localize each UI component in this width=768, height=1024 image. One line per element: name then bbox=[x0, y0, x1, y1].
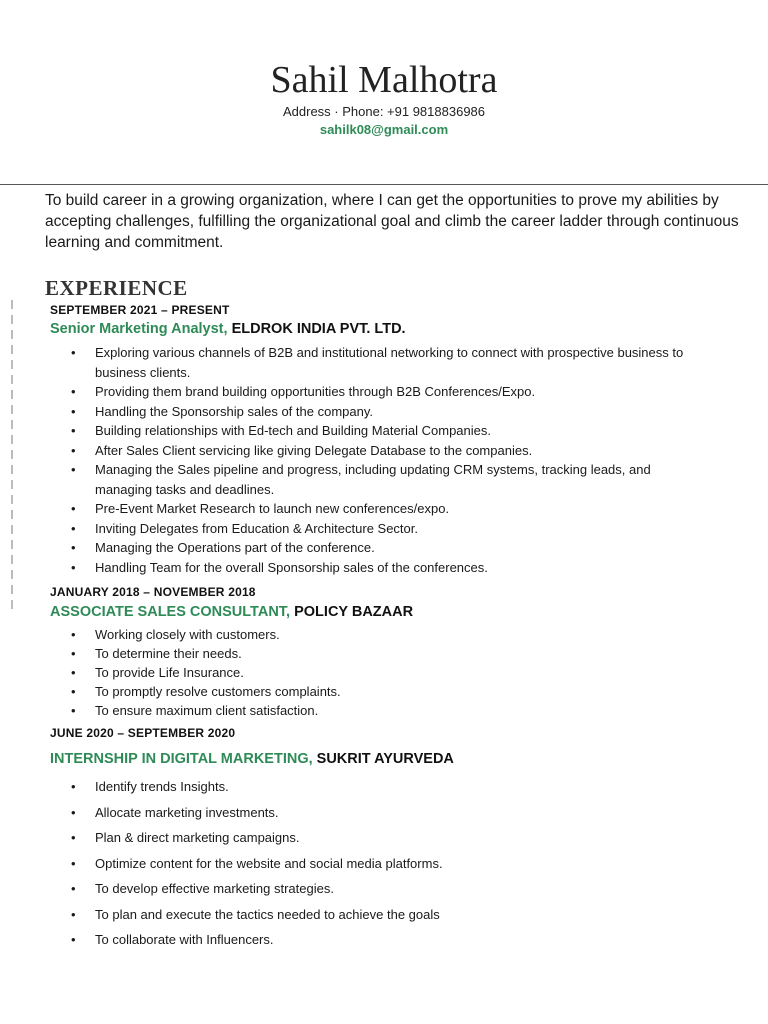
job-dates: JANUARY 2018 – NOVEMBER 2018 bbox=[50, 585, 256, 599]
job-bullet-list bbox=[45, 779, 695, 958]
job-bullet: • To develop effective marketing strategies. bbox=[45, 881, 695, 897]
experience-heading: EXPERIENCE bbox=[45, 276, 188, 300]
job-dates: SEPTEMBER 2021 – PRESENT bbox=[50, 303, 230, 317]
job-company: ELDROK INDIA PVT. LTD. bbox=[227, 321, 406, 337]
job-bullet: • After Sales Client servicing like giving Delegate Database to the companies. bbox=[45, 441, 695, 461]
job-title: Senior Marketing Analyst, bbox=[50, 321, 228, 337]
job-bullet: • Managing the Sales pipeline and progress, including updating CRM systems, tracking leads, and managing tasks and deadlines. bbox=[45, 460, 695, 499]
job-bullet: • To promptly resolve customers complaints. bbox=[45, 682, 695, 701]
job-bullet: • To ensure maximum client satisfaction. bbox=[45, 701, 695, 720]
contact-line: Address · Phone: +91 9818836986 bbox=[282, 104, 486, 119]
job-bullet: • To provide Life Insurance. bbox=[45, 663, 695, 682]
job-bullet: • To collaborate with Influencers. bbox=[45, 932, 695, 948]
job-bullet-list bbox=[45, 343, 695, 577]
job-bullet: • Providing them brand building opportunities through B2B Conferences/Expo. bbox=[45, 382, 695, 402]
job-bullet: • Exploring various channels of B2B and institutional networking to connect with prospective business to business clients. bbox=[45, 343, 695, 382]
email-address[interactable]: sahilk08@gmail.com bbox=[319, 122, 449, 137]
job-bullet-list bbox=[45, 625, 695, 720]
job-bullet: • Working closely with customers. bbox=[45, 625, 695, 644]
job-bullet: • Inviting Delegates from Education & Architecture Sector. bbox=[45, 519, 695, 539]
career-objective: To build career in a growing organization, where I can get the opportunities to prove my abilities by accepting challenges, fulfilling the organizational goal and climb the career ladder through continuous learning and commitment. bbox=[45, 192, 739, 251]
job-bullet: • To plan and execute the tactics needed to achieve the goals bbox=[45, 907, 695, 923]
job-company: POLICY BAZAAR bbox=[290, 604, 414, 620]
job-bullet: • Managing the Operations part of the conference. bbox=[45, 538, 695, 558]
job-role bbox=[50, 751, 454, 767]
job-bullet: • Pre-Event Market Research to launch new conferences/expo. bbox=[45, 499, 695, 519]
job-company: SUKRIT AYURVEDA bbox=[312, 751, 454, 767]
job-bullet: • To determine their needs. bbox=[45, 644, 695, 663]
job-role bbox=[50, 604, 413, 620]
job-title: INTERNSHIP IN DIGITAL MARKETING, bbox=[50, 751, 313, 767]
job-bullet: • Identify trends Insights. bbox=[45, 779, 695, 795]
job-bullet: • Building relationships with Ed-tech and Building Material Companies. bbox=[45, 421, 695, 441]
job-bullet: • Allocate marketing investments. bbox=[45, 805, 695, 821]
job-title: ASSOCIATE SALES CONSULTANT, bbox=[50, 604, 291, 620]
job-role bbox=[50, 321, 406, 337]
job-dates: JUNE 2020 – SEPTEMBER 2020 bbox=[50, 726, 236, 740]
header-divider bbox=[0, 184, 768, 185]
job-bullet: • Handling Team for the overall Sponsorship sales of the conferences. bbox=[45, 558, 695, 578]
job-bullet: • Optimize content for the website and social media platforms. bbox=[45, 856, 695, 872]
job-bullet: • Plan & direct marketing campaigns. bbox=[45, 830, 695, 846]
candidate-name: Sahil Malhotra bbox=[270, 59, 498, 101]
margin-marker bbox=[11, 300, 13, 614]
job-bullet: • Handling the Sponsorship sales of the company. bbox=[45, 402, 695, 422]
